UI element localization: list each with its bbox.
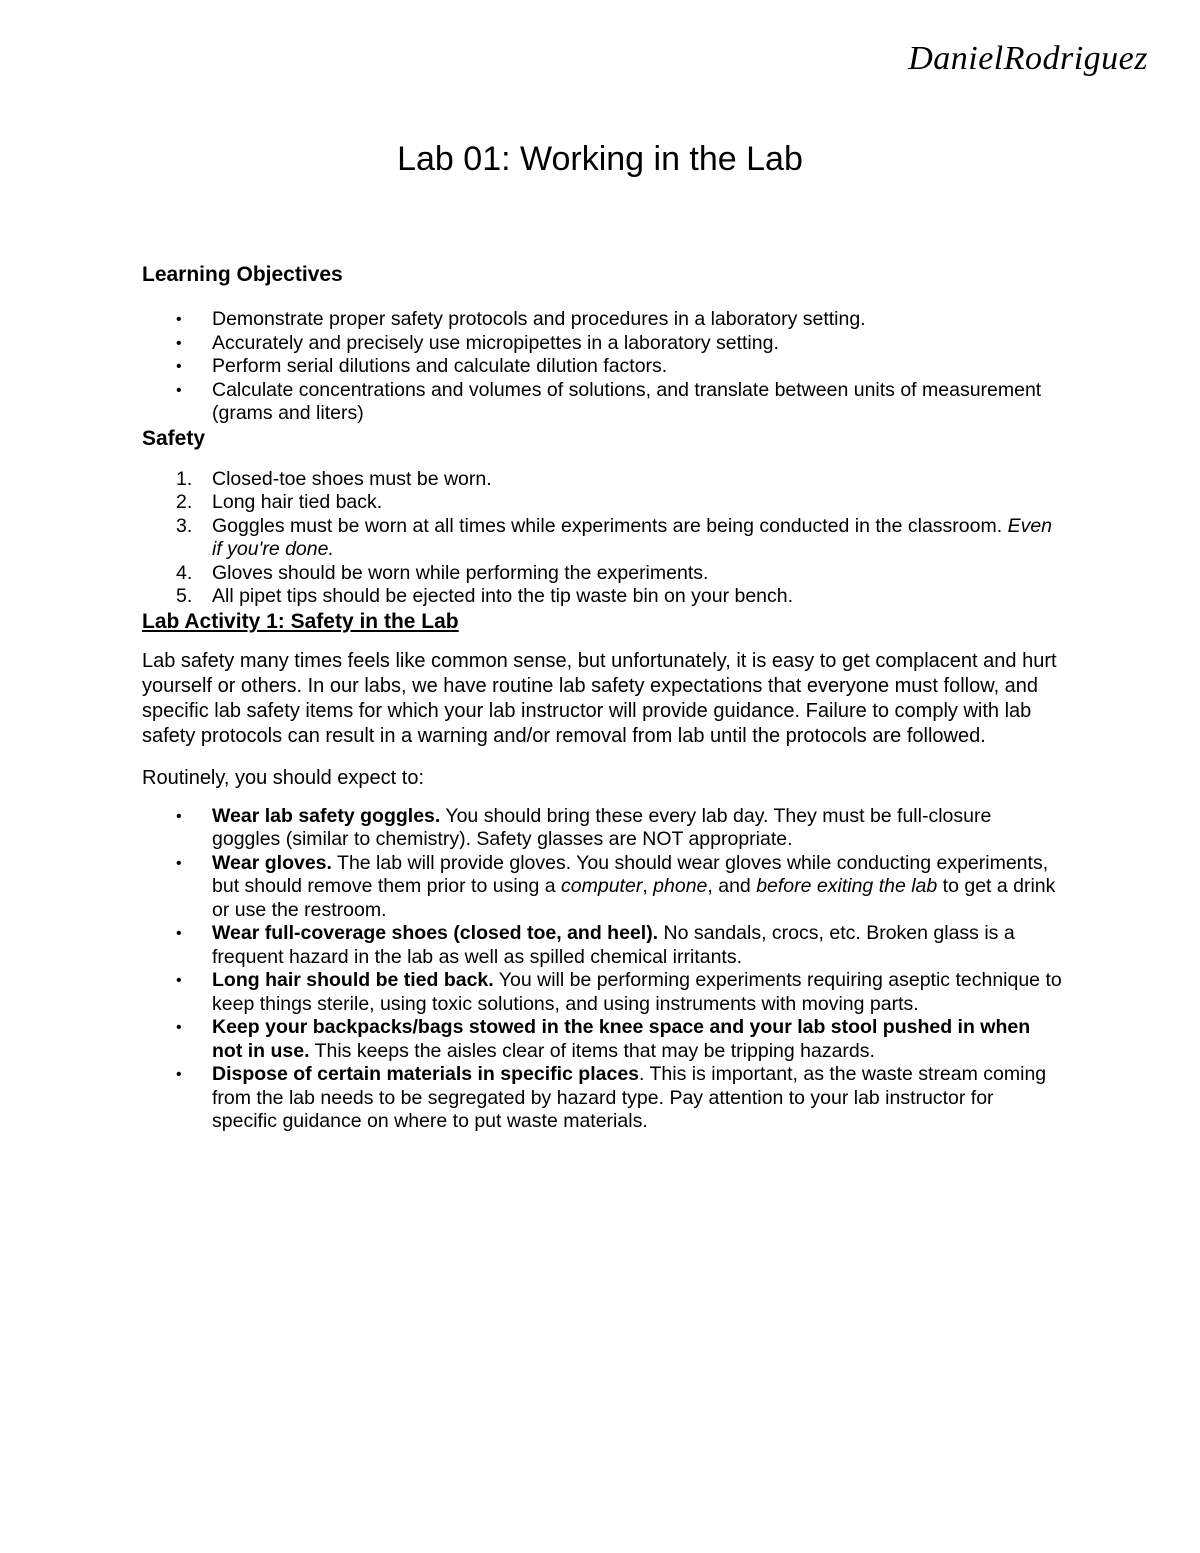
list-number: 3. [176, 514, 193, 537]
list-item: • Wear lab safety goggles. You should bring these every lab day. They must be full-closure goggles (similar to chemistry). Safety glasses are NOT appropriate. [176, 804, 992, 851]
list-item: • Dispose of certain materials in specific places. This is important, as the waste stream coming from the lab needs to be segregated by hazard type. Pay attention to your lab instructor for specific guidance on where to put waste materials. [176, 1063, 1047, 1133]
activity-intro: Routinely, you should expect to: [142, 766, 425, 789]
list-item: 3. Goggles must be worn at all times while experiments are being conducted in the classroom. Even if you're done. [176, 514, 1053, 560]
bullet-icon: • [176, 1019, 182, 1037]
list-number: 2. [176, 491, 193, 513]
bullet-icon: • [176, 381, 182, 399]
list-item: • Wear gloves. The lab will provide gloves. You should wear gloves while conducting experiments, but should remove them prior to using a computer, phone, and before exiting the lab to get a drink or use the restroom. [176, 851, 1056, 921]
bullet-icon: • [176, 334, 182, 352]
list-number: 4. [176, 561, 193, 584]
list-number: 1. [176, 467, 193, 490]
list-item: • Long hair should be tied back. You will be performing experiments requiring aseptic technique to keep things sterile, using toxic solutions, and using instruments with moving parts. [176, 969, 1062, 1015]
list-item: • Calculate concentrations and volumes of solutions, and translate between units of measurement (grams and liters) [176, 378, 1042, 424]
activity-paragraph: Lab safety many times feels like common sense, but unfortunately, it is easy to get complacent and hurt yourself or others. In our labs, we have routine lab safety expectations that everyone must follow, and specific lab safety items for which your lab instructor will provide guidance. Failure to comply with lab safety protocols can result in a warning and/or removal from lab until the protocols are followed. [142, 649, 1057, 748]
bullet-icon: • [176, 925, 182, 943]
safety-list [142, 468, 1062, 609]
document-body [142, 262, 1062, 1134]
author-signature: DanielRodriguez [908, 40, 1148, 77]
bullet-icon: • [176, 311, 182, 328]
bullet-icon: • [176, 854, 182, 872]
list-item: • Demonstrate proper safety protocols and procedures in a laboratory setting. [176, 308, 866, 330]
list-item: 1. Closed-toe shoes must be worn. [176, 467, 492, 490]
expectations-list [142, 805, 1062, 1134]
bullet-icon: • [176, 358, 182, 375]
list-item: • Accurately and precisely use micropipettes in a laboratory setting. [176, 331, 779, 354]
safety-heading: Safety [142, 426, 206, 450]
list-item: 2. Long hair tied back. [176, 491, 383, 513]
activity-heading: Lab Activity 1: Safety in the Lab [142, 609, 459, 633]
bullet-icon: • [176, 972, 182, 990]
list-item: • Perform serial dilutions and calculate dilution factors. [176, 355, 668, 377]
emphasis-text: Even if you're done. [212, 514, 1053, 560]
page-title: Lab 01: Working in the Lab [397, 140, 803, 178]
list-item: 4. Gloves should be worn while performing the experiments. [176, 561, 709, 584]
objectives-heading: Learning Objectives [142, 263, 343, 286]
list-item: • Wear full-coverage shoes (closed toe, and heel). No sandals, crocs, etc. Broken glass is a frequent hazard in the lab as well as spilled chemical irritants. [176, 922, 1015, 968]
list-number: 5. [176, 585, 193, 607]
objectives-list [142, 308, 1062, 426]
list-item: • Keep your backpacks/bags stowed in the knee space and your lab stool pushed in when not in use. This keeps the aisles clear of items that may be tripping hazards. [176, 1016, 1031, 1062]
bullet-icon: • [176, 807, 182, 825]
bullet-icon: • [176, 1066, 182, 1084]
list-item: 5. All pipet tips should be ejected into the tip waste bin on your bench. [176, 585, 794, 607]
